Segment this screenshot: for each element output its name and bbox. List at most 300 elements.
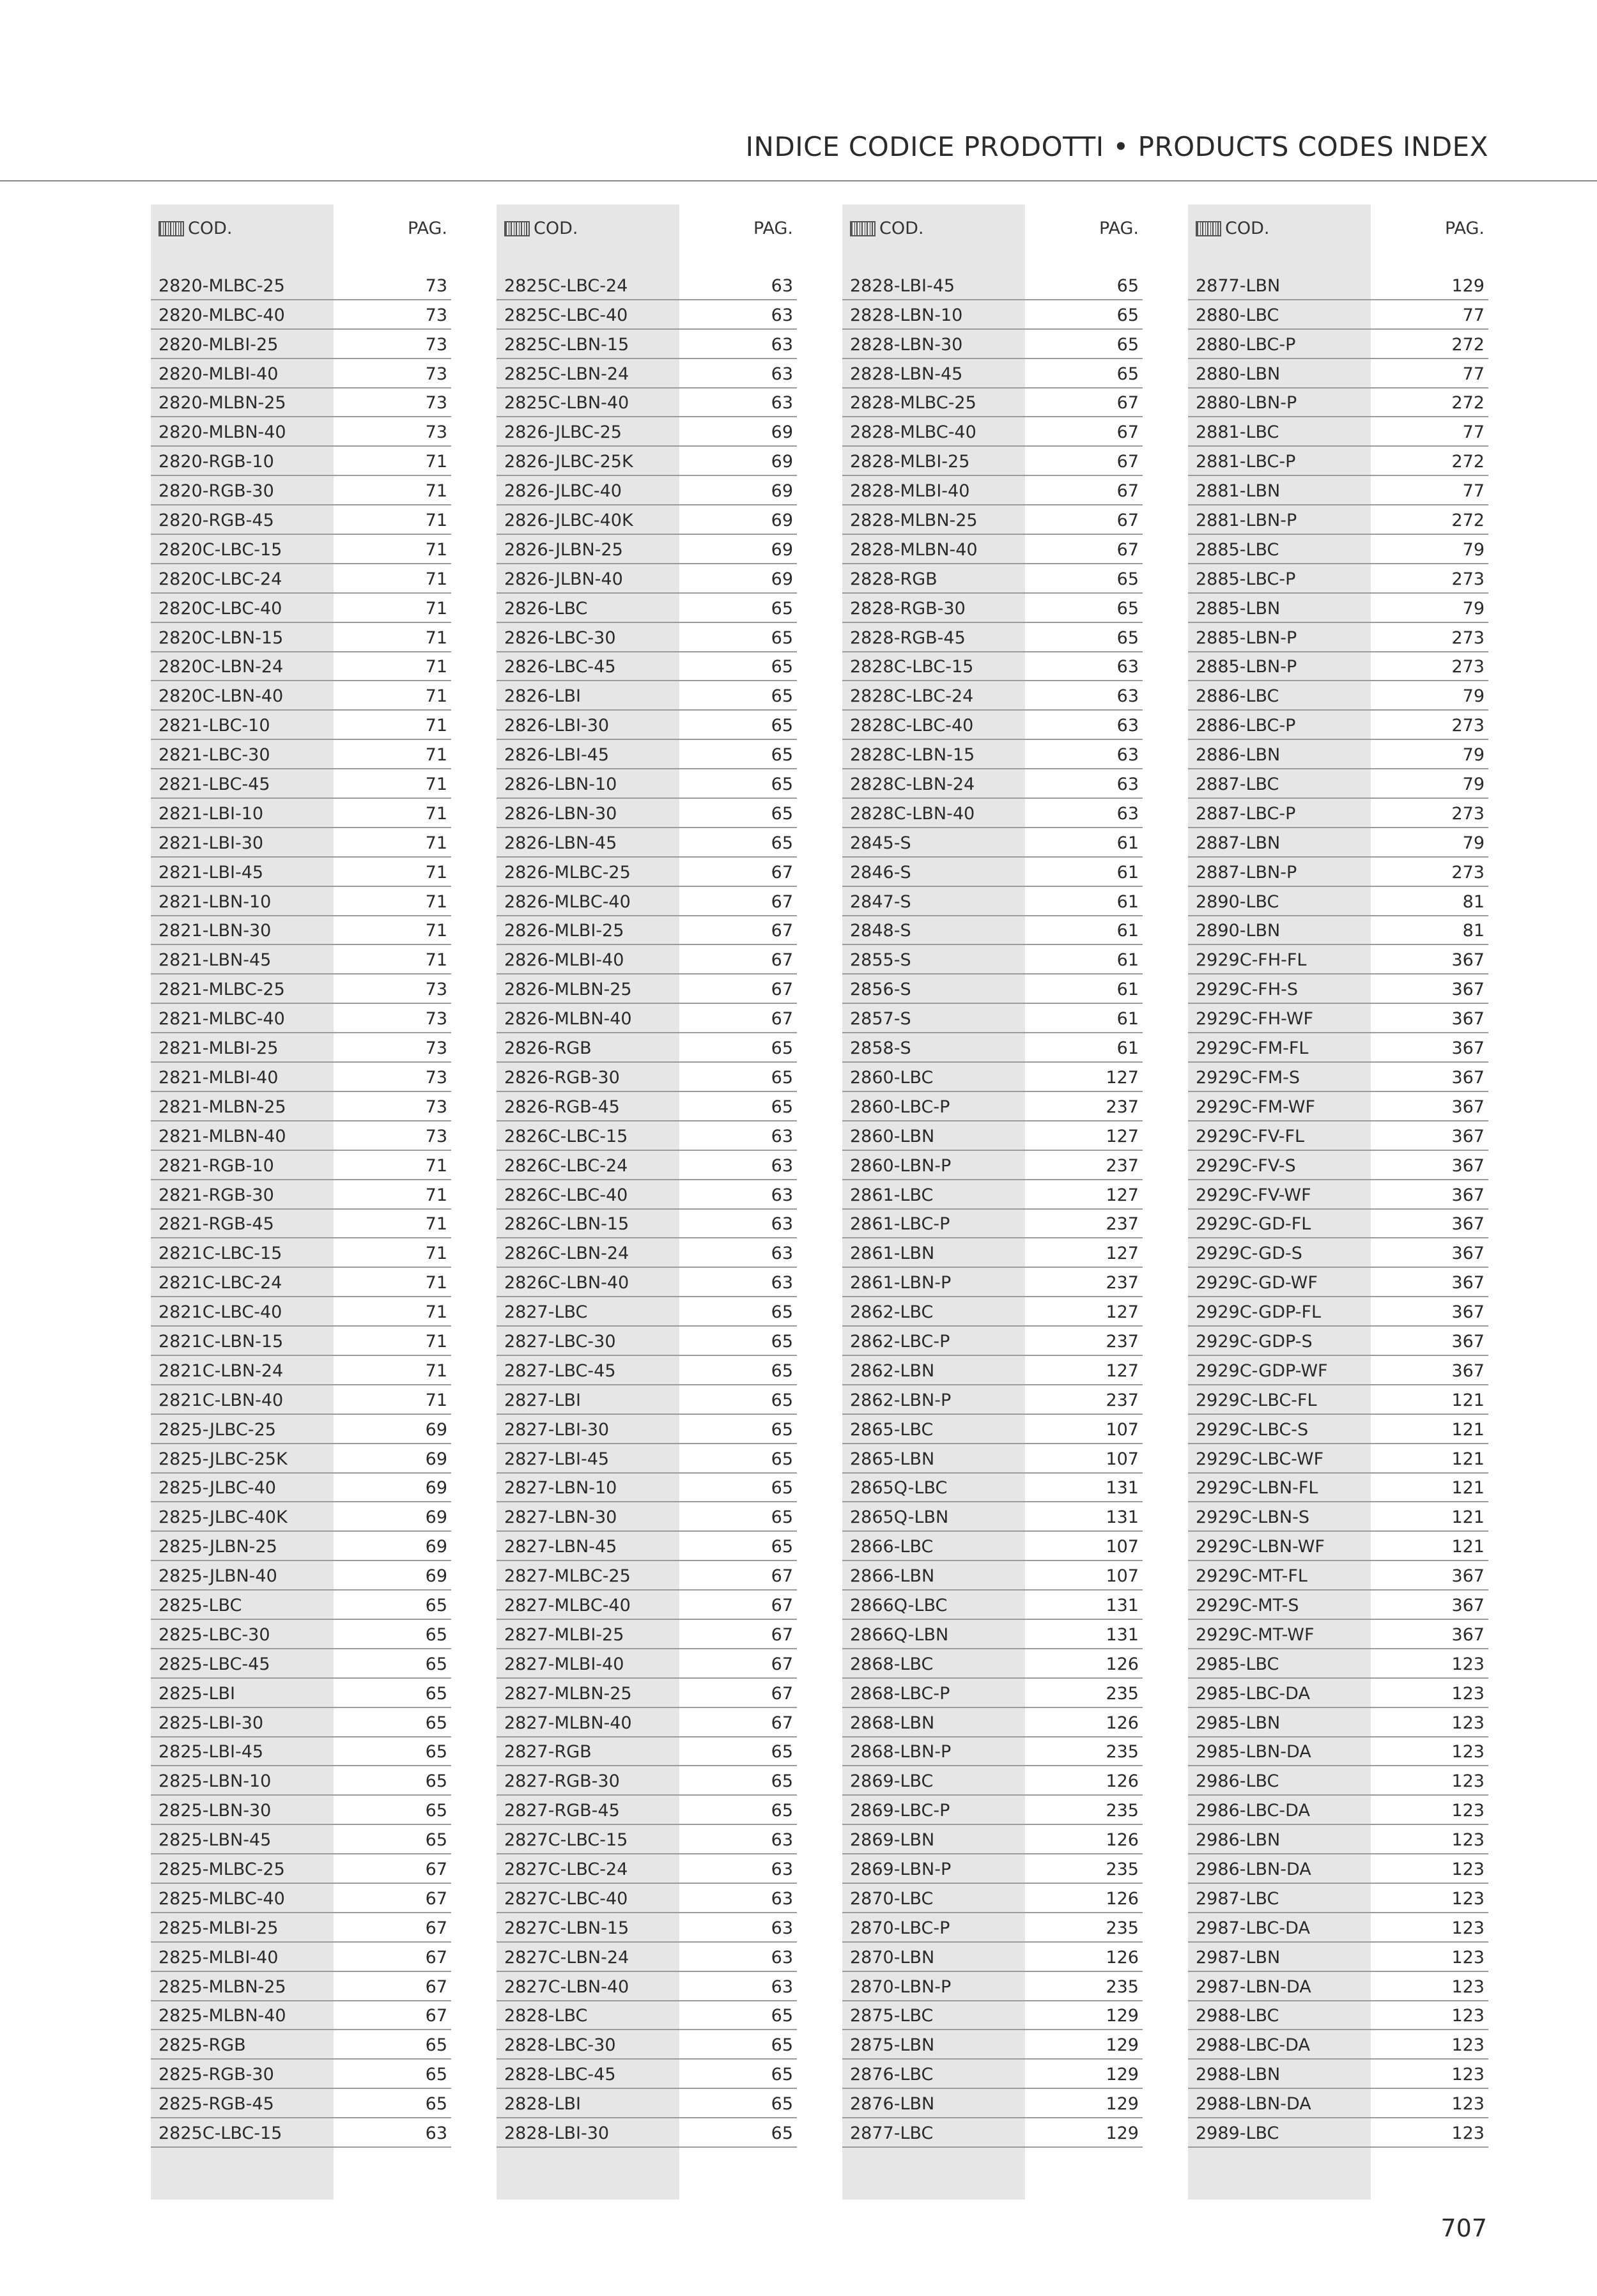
- index-row: [1188, 1679, 1488, 1708]
- product-code: 2876-LBC: [850, 2065, 934, 2085]
- index-row: [151, 1385, 451, 1415]
- page-ref: 123: [1451, 1742, 1485, 1762]
- index-row: [151, 1444, 451, 1474]
- product-code: 2890-LBC: [1196, 891, 1279, 912]
- page-ref: 63: [771, 1947, 793, 1968]
- page-ref: 131: [1106, 1507, 1139, 1528]
- product-code: 2828-LBC-30: [504, 2035, 616, 2056]
- page-ref: 65: [425, 1624, 447, 1645]
- product-code: 2868-LBC-P: [850, 1683, 950, 1704]
- index-row: [842, 2089, 1143, 2118]
- page-ref: 235: [1106, 1976, 1139, 1997]
- product-code: 2821-LBC-10: [158, 716, 270, 736]
- index-row: [842, 1502, 1143, 1532]
- product-code: 2862-LBC-P: [850, 1331, 950, 1352]
- page-ref: 71: [425, 686, 447, 707]
- page-ref: 67: [771, 1713, 793, 1733]
- page-ref: 69: [425, 1537, 447, 1557]
- page-header-label: PAG.: [753, 219, 793, 238]
- product-code: 2988-LBN: [1196, 2065, 1281, 2085]
- page-ref: 67: [1116, 539, 1139, 560]
- product-code: 2989-LBC: [1196, 2123, 1279, 2143]
- product-code: 2929C-FM-S: [1196, 1067, 1300, 1088]
- product-code: 2820-MLBC-25: [158, 275, 285, 296]
- product-code: 2827-RGB-30: [504, 1771, 620, 1792]
- page-ref: 71: [425, 452, 447, 472]
- index-row: [151, 623, 451, 652]
- product-code: 2860-LBN-P: [850, 1155, 952, 1176]
- product-code: 2826-JLBN-25: [504, 539, 623, 560]
- page-ref: 237: [1106, 1331, 1139, 1352]
- product-code: 2826-MLBN-25: [504, 980, 632, 1000]
- page-ref: 67: [1116, 393, 1139, 413]
- index-row: [1188, 1268, 1488, 1297]
- product-code: 2826-RGB: [504, 1038, 592, 1059]
- index-row: [497, 359, 797, 389]
- product-code: 2825-JLBC-25: [158, 1419, 276, 1440]
- page-ref: 127: [1106, 1126, 1139, 1146]
- page-ref: 237: [1106, 1390, 1139, 1410]
- index-row: [497, 1327, 797, 1356]
- product-code: 2986-LBN: [1196, 1830, 1281, 1851]
- product-code: 2865-LBC: [850, 1419, 934, 1440]
- page-ref: 65: [771, 2094, 793, 2115]
- product-code: 2820C-LBN-40: [158, 686, 284, 707]
- page-ref: 65: [771, 833, 793, 853]
- page-ref: 65: [771, 1067, 793, 1088]
- product-code: 2826-MLBC-25: [504, 862, 631, 882]
- index-row: [151, 711, 451, 740]
- product-code: 2929C-FM-WF: [1196, 1097, 1316, 1117]
- index-row: [151, 887, 451, 916]
- page-ref: 61: [1116, 921, 1139, 941]
- product-code: 2821-MLBN-40: [158, 1126, 286, 1146]
- index-row: [1188, 681, 1488, 711]
- page-ref: 63: [771, 1888, 793, 1909]
- index-row: [1188, 1180, 1488, 1210]
- index-row: [1188, 1825, 1488, 1854]
- page-ref: 67: [425, 1976, 447, 1997]
- index-row: [1188, 1385, 1488, 1415]
- product-code: 2929C-FM-FL: [1196, 1038, 1309, 1059]
- page-ref: 71: [425, 1244, 447, 1264]
- column-header: [1188, 204, 1488, 256]
- index-row: [151, 945, 451, 975]
- product-code: 2887-LBC-P: [1196, 803, 1296, 824]
- page-ref: 235: [1106, 1859, 1139, 1879]
- product-code: 2929C-FH-WF: [1196, 1009, 1314, 1029]
- product-code: 2826-RGB-45: [504, 1097, 620, 1117]
- product-code: 2827-LBN-30: [504, 1507, 617, 1528]
- page-ref: 67: [771, 891, 793, 912]
- product-code: 2929C-FH-S: [1196, 980, 1299, 1000]
- product-code: 2828-LBI-30: [504, 2123, 610, 2143]
- page-ref: 71: [425, 481, 447, 502]
- page-ref: 65: [1116, 334, 1139, 355]
- index-row: [842, 1063, 1143, 1092]
- product-code: 2887-LBN-P: [1196, 862, 1297, 882]
- product-code: 2828C-LBN-15: [850, 745, 975, 766]
- page-ref: 367: [1451, 1067, 1485, 1088]
- page-ref: 63: [771, 364, 793, 384]
- page-ref: 67: [425, 1918, 447, 1938]
- index-row: [842, 1854, 1143, 1884]
- page-ref: 67: [771, 921, 793, 941]
- index-row: [497, 1415, 797, 1444]
- product-code: 2826-LBC-45: [504, 657, 616, 677]
- code-header: [850, 219, 923, 238]
- product-code: 2825C-LBC-40: [504, 305, 628, 325]
- page-ref: 73: [425, 422, 447, 443]
- product-code: 2880-LBC: [1196, 305, 1279, 325]
- index-row: [842, 505, 1143, 535]
- page-ref: 237: [1106, 1273, 1139, 1293]
- product-code: 2929C-FV-S: [1196, 1155, 1296, 1176]
- product-code: 2987-LBN-DA: [1196, 1976, 1311, 1997]
- product-code: 2828C-LBN-40: [850, 803, 975, 824]
- index-row: [842, 858, 1143, 887]
- index-row: [151, 1415, 451, 1444]
- product-code: 2820-MLBC-40: [158, 305, 285, 325]
- product-code: 2866-LBN: [850, 1566, 935, 1587]
- page-ref: 63: [771, 1214, 793, 1235]
- page-ref: 69: [771, 422, 793, 443]
- page-ref: 121: [1451, 1390, 1485, 1410]
- page-ref: 235: [1106, 1742, 1139, 1762]
- index-row: [1188, 858, 1488, 887]
- page-ref: 129: [1106, 2035, 1139, 2056]
- page-ref: 367: [1451, 950, 1485, 971]
- index-row: [151, 1532, 451, 1561]
- product-code: 2826-LBN-10: [504, 774, 617, 795]
- index-row: [1188, 828, 1488, 858]
- index-row: [151, 1972, 451, 2001]
- index-row: [842, 535, 1143, 564]
- page-ref: 71: [425, 598, 447, 619]
- product-code: 2828C-LBC-15: [850, 657, 974, 677]
- barcode-icon: [850, 221, 876, 236]
- page-ref: 65: [1116, 305, 1139, 325]
- page-ref: 272: [1451, 334, 1485, 355]
- product-code: 2821-MLBC-40: [158, 1009, 285, 1029]
- index-row: [497, 417, 797, 447]
- page-ref: 63: [1116, 657, 1139, 677]
- page-ref: 63: [771, 1273, 793, 1293]
- page-ref: 273: [1451, 628, 1485, 648]
- product-code: 2825-LBN-30: [158, 1801, 272, 1821]
- page-ref: 65: [1116, 364, 1139, 384]
- product-code: 2825C-LBC-15: [158, 2123, 282, 2143]
- product-code: 2821-MLBI-25: [158, 1038, 279, 1059]
- index-row: [497, 1679, 797, 1708]
- page-ref: 65: [771, 1360, 793, 1381]
- product-code: 2826-MLBI-25: [504, 921, 624, 941]
- page-ref: 127: [1106, 1302, 1139, 1323]
- product-code: 2828-RGB-30: [850, 598, 966, 619]
- index-row: [151, 1121, 451, 1151]
- product-code: 2828C-LBC-24: [850, 686, 974, 707]
- product-code: 2825-LBC-30: [158, 1624, 270, 1645]
- index-row: [842, 1737, 1143, 1767]
- index-row: [497, 975, 797, 1004]
- index-row: [842, 1121, 1143, 1151]
- index-rows: [497, 271, 797, 2148]
- index-row: [497, 1620, 797, 1649]
- index-row: [497, 799, 797, 828]
- page-ref: 71: [425, 774, 447, 795]
- product-code: 2828C-LBC-40: [850, 716, 974, 736]
- index-row: [842, 1708, 1143, 1737]
- index-row: [1188, 564, 1488, 594]
- product-code: 2866Q-LBC: [850, 1595, 948, 1615]
- product-code: 2821-LBI-10: [158, 803, 264, 824]
- index-row: [842, 1415, 1143, 1444]
- index-row: [497, 1532, 797, 1561]
- page-ref: 63: [1116, 686, 1139, 707]
- product-code: 2929C-GD-S: [1196, 1244, 1302, 1264]
- product-code: 2821-LBC-45: [158, 774, 270, 795]
- index-row: [497, 1385, 797, 1415]
- product-code: 2821-MLBI-40: [158, 1067, 279, 1088]
- code-header-label: COD.: [879, 219, 924, 238]
- product-code: 2865-LBN: [850, 1449, 935, 1469]
- product-code: 2825-LBC-45: [158, 1654, 270, 1674]
- index-row: [151, 1502, 451, 1532]
- code-header-label: COD.: [534, 219, 578, 238]
- product-code: 2929C-LBC-FL: [1196, 1390, 1317, 1410]
- index-row: [842, 1884, 1143, 1913]
- product-code: 2847-S: [850, 891, 911, 912]
- index-row: [1188, 740, 1488, 769]
- page-ref: 65: [771, 1038, 793, 1059]
- page-ref: 65: [425, 1801, 447, 1821]
- index-row: [1188, 1063, 1488, 1092]
- product-code: 2876-LBN: [850, 2094, 935, 2115]
- code-header-label: COD.: [188, 219, 233, 238]
- index-row: [151, 564, 451, 594]
- index-row: [497, 1502, 797, 1532]
- index-row: [842, 476, 1143, 505]
- index-row: [151, 1796, 451, 1825]
- page-ref: 65: [771, 1449, 793, 1469]
- index-row: [842, 769, 1143, 799]
- product-code: 2827-RGB-45: [504, 1801, 620, 1821]
- page-ref: 71: [425, 1155, 447, 1176]
- index-row: [151, 828, 451, 858]
- page-ref: 71: [425, 539, 447, 560]
- page-ref: 127: [1106, 1244, 1139, 1264]
- product-code: 2886-LBN: [1196, 745, 1281, 766]
- product-code: 2870-LBC: [850, 1888, 934, 1909]
- product-code: 2820C-LBN-15: [158, 628, 284, 648]
- page-ref: 123: [1451, 1713, 1485, 1733]
- page-ref: 367: [1451, 1302, 1485, 1323]
- product-code: 2825-LBN-10: [158, 1771, 272, 1792]
- page-ref: 237: [1106, 1097, 1139, 1117]
- index-row: [1188, 769, 1488, 799]
- product-code: 2828-LBC-45: [504, 2065, 616, 2085]
- product-code: 2827C-LBN-40: [504, 1976, 629, 1997]
- page-ref: 235: [1106, 1683, 1139, 1704]
- page-ref: 77: [1462, 422, 1485, 443]
- index-row: [497, 447, 797, 476]
- index-row: [1188, 1737, 1488, 1767]
- product-code: 2846-S: [850, 862, 911, 882]
- index-row: [497, 1268, 797, 1297]
- product-code: 2826C-LBN-15: [504, 1214, 629, 1235]
- page-ref: 67: [771, 1683, 793, 1704]
- product-code: 2929C-LBN-WF: [1196, 1537, 1325, 1557]
- index-row: [497, 1033, 797, 1063]
- index-row: [842, 447, 1143, 476]
- product-code: 2885-LBC-P: [1196, 569, 1296, 589]
- page-ref: 123: [1451, 1859, 1485, 1879]
- product-code: 2869-LBC-P: [850, 1801, 950, 1821]
- index-row: [842, 2118, 1143, 2148]
- index-row: [497, 652, 797, 682]
- product-code: 2929C-LBC-WF: [1196, 1449, 1324, 1469]
- page-ref: 65: [771, 1097, 793, 1117]
- index-row: [151, 594, 451, 623]
- index-row: [497, 505, 797, 535]
- index-column-1: [151, 204, 451, 2200]
- index-row: [497, 1180, 797, 1210]
- product-code: 2826-LBC-30: [504, 628, 616, 648]
- index-row: [1188, 1591, 1488, 1620]
- index-row: [151, 1708, 451, 1737]
- index-row: [497, 1474, 797, 1503]
- index-row: [842, 1679, 1143, 1708]
- index-row: [1188, 389, 1488, 418]
- product-code: 2848-S: [850, 921, 911, 941]
- index-row: [842, 417, 1143, 447]
- index-row: [842, 1913, 1143, 1943]
- product-code: 2828-MLBN-40: [850, 539, 978, 560]
- index-row: [1188, 1210, 1488, 1239]
- product-code: 2826-MLBI-40: [504, 950, 624, 971]
- index-row: [151, 1474, 451, 1503]
- index-row: [497, 1708, 797, 1737]
- page-ref: 69: [771, 569, 793, 589]
- page-ref: 63: [771, 275, 793, 296]
- page-ref: 367: [1451, 1273, 1485, 1293]
- column-header: [151, 204, 451, 256]
- product-code: 2820-MLBN-40: [158, 422, 286, 443]
- page-ref: 61: [1116, 891, 1139, 912]
- index-row: [151, 652, 451, 682]
- index-row: [151, 1004, 451, 1033]
- index-row: [497, 2030, 797, 2060]
- page-header-label: PAG.: [1099, 219, 1139, 238]
- product-code: 2929C-MT-WF: [1196, 1624, 1315, 1645]
- code-header: [158, 219, 232, 238]
- page-ref: 61: [1116, 950, 1139, 971]
- index-row: [842, 1796, 1143, 1825]
- index-row: [842, 2001, 1143, 2031]
- index-row: [842, 681, 1143, 711]
- page-ref: 65: [771, 1478, 793, 1499]
- page-ref: 131: [1106, 1478, 1139, 1499]
- product-code: 2827-LBN-45: [504, 1537, 617, 1557]
- page-ref: 67: [771, 980, 793, 1000]
- page-ref: 63: [771, 1918, 793, 1938]
- product-code: 2845-S: [850, 833, 911, 853]
- page-ref: 273: [1451, 803, 1485, 824]
- product-code: 2987-LBN: [1196, 1947, 1281, 1968]
- product-code: 2855-S: [850, 950, 911, 971]
- page-ref: 121: [1451, 1478, 1485, 1499]
- product-code: 2828-LBC: [504, 2006, 588, 2026]
- product-code: 2986-LBC: [1196, 1771, 1279, 1792]
- page-ref: 71: [425, 803, 447, 824]
- page-ref: 123: [1451, 1918, 1485, 1938]
- index-row: [497, 1737, 797, 1767]
- product-code: 2861-LBN: [850, 1244, 935, 1264]
- index-row: [1188, 476, 1488, 505]
- product-code: 2988-LBC: [1196, 2006, 1279, 2026]
- product-code: 2826-JLBC-25K: [504, 452, 633, 472]
- page-ref: 65: [771, 2006, 793, 2026]
- page-ref: 65: [771, 1771, 793, 1792]
- page-ref: 71: [425, 1331, 447, 1352]
- index-row: [497, 1972, 797, 2001]
- index-row: [1188, 711, 1488, 740]
- page-ref: 367: [1451, 1126, 1485, 1146]
- product-code: 2861-LBC-P: [850, 1214, 950, 1235]
- page-ref: 273: [1451, 569, 1485, 589]
- page-ref: 69: [771, 539, 793, 560]
- page-ref: 61: [1116, 980, 1139, 1000]
- page-ref: 77: [1462, 364, 1485, 384]
- product-code: 2821-LBI-30: [158, 833, 264, 853]
- index-row: [1188, 1238, 1488, 1268]
- page-ref: 129: [1106, 2123, 1139, 2143]
- index-row: [151, 1825, 451, 1854]
- page-ref: 63: [1116, 774, 1139, 795]
- index-row: [842, 1238, 1143, 1268]
- page-ref: 73: [425, 1067, 447, 1088]
- index-row: [842, 1004, 1143, 1033]
- index-row: [1188, 1766, 1488, 1796]
- index-row: [842, 1180, 1143, 1210]
- product-code: 2825-JLBN-25: [158, 1537, 277, 1557]
- index-row: [1188, 1474, 1488, 1503]
- index-row: [1188, 1004, 1488, 1033]
- product-code: 2827C-LBC-24: [504, 1859, 628, 1879]
- index-row: [842, 1385, 1143, 1415]
- product-code: 2828-RGB: [850, 569, 937, 589]
- page-ref: 79: [1462, 598, 1485, 619]
- page-ref: 73: [425, 1038, 447, 1059]
- product-code: 2929C-GDP-S: [1196, 1331, 1313, 1352]
- product-code: 2825C-LBN-40: [504, 393, 629, 413]
- page-ref: 272: [1451, 452, 1485, 472]
- index-row: [842, 300, 1143, 330]
- product-code: 2988-LBC-DA: [1196, 2035, 1310, 2056]
- product-code: 2862-LBN: [850, 1360, 935, 1381]
- index-row: [151, 2030, 451, 2060]
- page-ref: 67: [1116, 511, 1139, 531]
- page-ref: 123: [1451, 2123, 1485, 2143]
- product-code: 2869-LBN: [850, 1830, 935, 1851]
- index-row: [842, 945, 1143, 975]
- page-ref: 367: [1451, 1331, 1485, 1352]
- index-row: [1188, 1502, 1488, 1532]
- page-ref: 73: [425, 393, 447, 413]
- page-header-label: PAG.: [407, 219, 447, 238]
- page-ref: 71: [425, 921, 447, 941]
- index-row: [1188, 1796, 1488, 1825]
